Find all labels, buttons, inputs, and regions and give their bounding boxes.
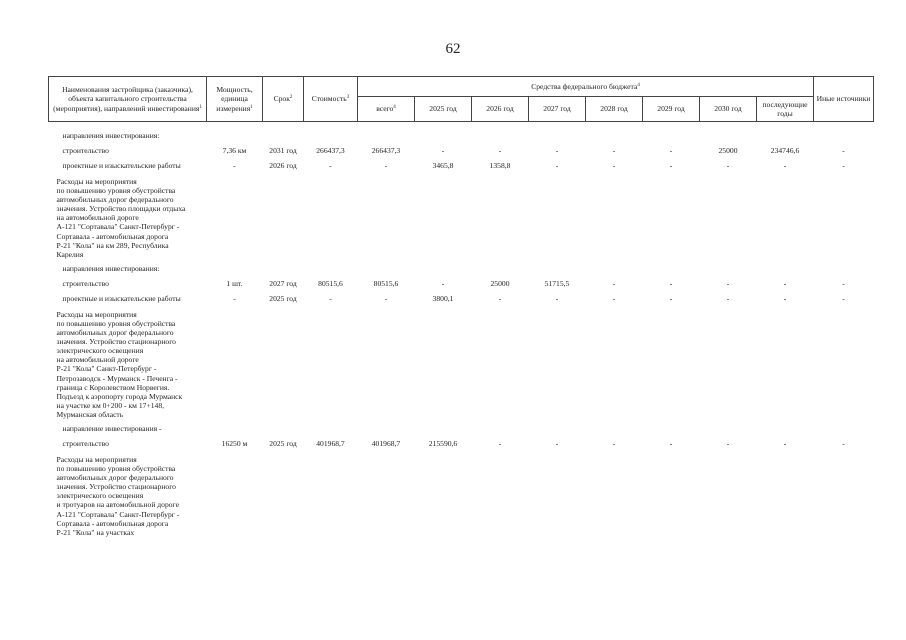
table-cell [814, 422, 874, 437]
table-cell [757, 422, 814, 437]
table-cell [472, 422, 529, 437]
table-cell: - [842, 278, 845, 288]
table-cell: 266437,3 [371, 146, 401, 155]
table-cell [529, 307, 586, 422]
table-cell [415, 174, 472, 262]
table-cell: 3800,1 [432, 293, 454, 303]
table-cell: - [669, 161, 673, 170]
table-cell [757, 307, 814, 422]
header-2026: 2026 год [472, 97, 529, 122]
table-cell [263, 122, 304, 145]
table-cell: - [669, 438, 673, 448]
table-cell [586, 174, 643, 262]
table-cell [472, 262, 529, 277]
header-2030: 2030 год [700, 97, 757, 122]
header-name: Наименования застройщика (заказчика), объекта капитального строительства (мероприятия), направлений инвестирования$^1$ [49, 77, 207, 122]
table-cell: - [842, 438, 845, 448]
table-cell: - [498, 293, 502, 303]
table-cell [814, 262, 874, 277]
table-cell [472, 307, 529, 422]
table-cell: - [612, 146, 616, 155]
table-cell [700, 262, 757, 277]
table-cell [643, 174, 700, 262]
table-cell [263, 262, 304, 277]
table-cell [358, 452, 415, 540]
table-row [49, 144, 874, 159]
table-cell [304, 174, 358, 262]
table-cell: - [726, 278, 730, 288]
investment-direction: направления инвестирования: [62, 131, 160, 140]
table-cell [304, 262, 358, 277]
table-cell [207, 452, 263, 540]
table-cell [586, 422, 643, 437]
investment-direction: проектные и изыскательские работы [62, 293, 181, 303]
table-cell [263, 422, 304, 437]
table-cell: - [329, 293, 332, 303]
table-cell [207, 262, 263, 277]
table-cell [304, 122, 358, 145]
table-cell: 401968,7 [371, 438, 401, 448]
table-cell [472, 452, 529, 540]
header-2028: 2028 год [586, 97, 643, 122]
table-cell [529, 262, 586, 277]
table-cell [643, 307, 700, 422]
table-cell: - [842, 161, 845, 170]
table-cell [643, 262, 700, 277]
table-cell [643, 452, 700, 540]
table-cell [415, 452, 472, 540]
table-cell [304, 452, 358, 540]
header-cost: Стоимость$^3$ [304, 77, 358, 122]
table-cell: - [669, 293, 673, 303]
table-cell [358, 422, 415, 437]
table-cell: - [555, 293, 559, 303]
table-cell [358, 174, 415, 262]
table-cell [814, 307, 874, 422]
table-cell: 80515,6 [373, 278, 399, 288]
table-cell: - [669, 146, 673, 155]
table-cell: - [233, 293, 236, 303]
table-cell: - [726, 293, 730, 303]
table-cell: - [612, 161, 616, 170]
table-cell [207, 122, 263, 145]
table-cell: 3465,8 [432, 161, 454, 170]
table-cell [757, 262, 814, 277]
table-cell: - [726, 438, 730, 448]
table-cell: 1 шт. [226, 278, 243, 288]
table-cell [700, 174, 757, 262]
table-cell [358, 307, 415, 422]
table-cell: - [498, 438, 502, 448]
table-cell: - [384, 293, 388, 303]
table-cell: - [669, 278, 673, 288]
table-cell [207, 174, 263, 262]
table-cell: - [555, 438, 559, 448]
table-cell [358, 262, 415, 277]
table-cell: - [555, 146, 559, 155]
table-cell: - [783, 161, 787, 170]
table-cell: - [612, 293, 616, 303]
table-cell [472, 122, 529, 145]
table-cell [814, 122, 874, 145]
table-cell [757, 452, 814, 540]
table-cell [207, 422, 263, 437]
investment-direction: направление инвестирования - [62, 423, 162, 433]
table-cell: 2031 год [269, 146, 297, 155]
investment-direction: строительство [62, 438, 109, 448]
table-row [49, 307, 874, 422]
table-cell: - [233, 161, 236, 170]
table-cell [757, 174, 814, 262]
table-cell: 7,36 км [222, 146, 247, 155]
table-cell: 51715,5 [544, 278, 570, 288]
investment-direction: строительство [62, 146, 109, 155]
table-cell: - [726, 161, 730, 170]
table-cell: 2025 год [269, 438, 297, 448]
table-cell [586, 122, 643, 145]
table-cell: - [842, 293, 845, 303]
table-cell: - [498, 146, 502, 155]
table-cell: - [441, 146, 445, 155]
table-cell: 234746,6 [770, 146, 800, 155]
page-number: 62 [445, 41, 461, 57]
header-term: Срок$^2$ [263, 77, 304, 122]
header-total: всего$^4$ [358, 97, 415, 122]
table-cell [472, 174, 529, 262]
table-cell [700, 307, 757, 422]
table-row [49, 174, 874, 262]
header-2027: 2027 год [529, 97, 586, 122]
table-cell [643, 422, 700, 437]
table-cell [643, 122, 700, 145]
table-cell [700, 122, 757, 145]
table-row [49, 262, 874, 277]
table-cell [207, 307, 263, 422]
header-2029: 2029 год [643, 97, 700, 122]
table-cell [304, 422, 358, 437]
measure-description: Расходы на мероприятия по повышению уровня обустройства автомобильных дорог федерального значения. Устройство площадки отдыха на автомобильной дороге А-121 "Сортавала" Санкт-Петербург - Сортавала - автомобильная дорога Р-21 "Кола" на км 289, Республика Карелия [56, 177, 186, 259]
header-capacity: Мощность, единица измерения$^1$ [207, 77, 263, 122]
table-cell: 2026 год [269, 161, 297, 170]
table-row [49, 292, 874, 307]
table-cell [586, 262, 643, 277]
table-cell [415, 122, 472, 145]
table-cell: 2025 год [269, 293, 297, 303]
measure-description: Расходы на мероприятия по повышению уровня обустройства автомобильных дорог федерального значения. Устройство стационарного электрического освещения на автомобильной дороге Р-21 "Кола" Санкт-Петербург - Петрозаводск - Мурманск - Печенга - граница с Королевством Норвегия. Подъезд к аэропорту города Мурманск на участке км 0+200 - км 17+148, Мурманская область [56, 309, 183, 419]
table-cell [529, 122, 586, 145]
table-cell: - [384, 161, 388, 170]
table-cell [700, 452, 757, 540]
table-cell [263, 452, 304, 540]
table-cell: - [783, 278, 787, 288]
header-2025: 2025 год [415, 97, 472, 122]
table-row [49, 122, 874, 145]
table-body [49, 122, 874, 540]
table-cell: 16250 м [221, 438, 248, 448]
table-cell [415, 262, 472, 277]
table-cell [814, 174, 874, 262]
measure-description: Расходы на мероприятия по повышению уровня обустройства автомобильных дорог федерального значения. Устройство стационарного электрического освещения и тротуаров на автомобильной дороге А-121 "Сортавала" Санкт-Петербург - Сортавала - автомобильная дорога Р-21 "Кола" на участках [56, 454, 180, 537]
table-cell [263, 307, 304, 422]
table-cell: 266437,3 [316, 146, 345, 155]
table-cell [529, 422, 586, 437]
table-cell [415, 307, 472, 422]
table-row [49, 437, 874, 452]
table-cell: - [612, 278, 616, 288]
table-row [49, 452, 874, 540]
table-cell [586, 307, 643, 422]
table-cell: 1358,8 [489, 161, 511, 170]
table-cell [358, 122, 415, 145]
table-cell [586, 452, 643, 540]
investment-direction: проектные и изыскательские работы [62, 161, 181, 170]
table-cell [700, 422, 757, 437]
header-following-years: последующие годы [757, 97, 814, 122]
table-cell: - [842, 146, 845, 155]
table-cell: - [612, 438, 616, 448]
table-row [49, 159, 874, 174]
table-cell: 2027 год [269, 278, 297, 288]
table-cell: - [783, 438, 787, 448]
table-row [49, 277, 874, 292]
table-cell [529, 452, 586, 540]
table-row [49, 422, 874, 437]
table-cell: - [329, 161, 332, 170]
table-cell: 25000 [718, 146, 738, 155]
table-cell [263, 174, 304, 262]
table-cell [757, 122, 814, 145]
table-cell: 401968,7 [316, 438, 345, 448]
table-cell: 80515,6 [318, 278, 343, 288]
table-cell [814, 452, 874, 540]
table-cell: 215590,6 [428, 438, 458, 448]
budget-table [48, 76, 874, 540]
table-cell: - [555, 161, 559, 170]
table-cell [415, 422, 472, 437]
header-federal-budget: Средства федерального бюджета$^4$ [358, 77, 814, 97]
header-other-sources: Иные источники [814, 77, 874, 122]
table-cell: - [441, 278, 445, 288]
table-cell: 25000 [490, 278, 510, 288]
table-cell [304, 307, 358, 422]
investment-direction: строительство [62, 278, 109, 288]
table-cell: - [783, 293, 787, 303]
table-cell [529, 174, 586, 262]
investment-direction: направления инвестирования: [62, 263, 160, 273]
